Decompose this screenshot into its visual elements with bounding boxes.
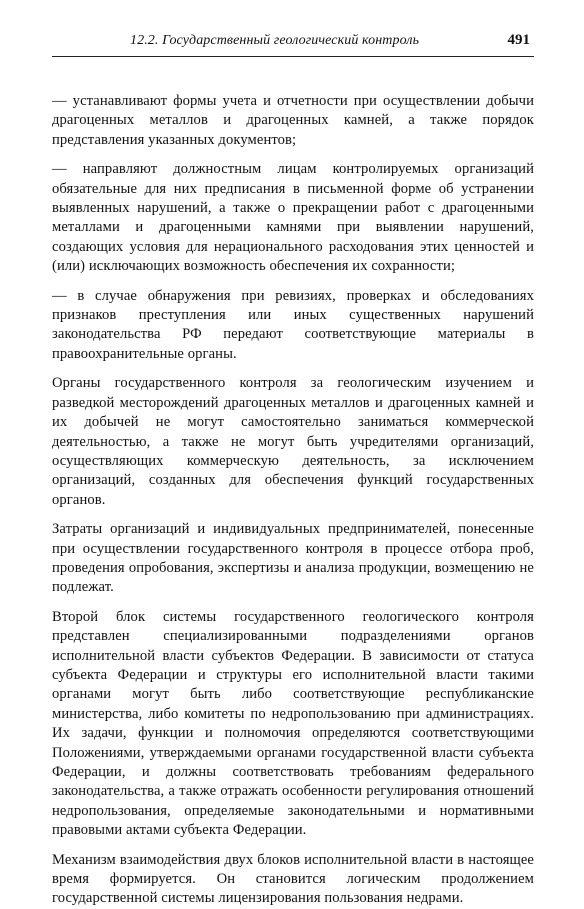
paragraph-4: Механизм взаимодействия двух блоков исполнительной власти в настоящее время формируется. Он становится логическим продолжением государственной системы лицензирования пользования недрами.	[52, 851, 534, 907]
page-number: 491	[507, 32, 530, 48]
running-head	[52, 30, 534, 57]
book-page	[52, 30, 534, 907]
paragraph-list-item-1: — устанавливают формы учета и отчетности при осуществлении добычи драгоценных металлов и драгоценных камней, а также порядок представления указанных документов;	[52, 93, 534, 148]
paragraph-2: Затраты организаций и индивидуальных предпринимателей, понесенные при осуществлении государственного контроля в процессе отбора проб, проведения опробования, экспертизы и анализа продукции, возмещению не подлежат.	[52, 521, 534, 596]
body-text	[52, 92, 534, 909]
paragraph-1: Органы государственного контроля за геологическим изучением и разведкой месторождений драгоценных металлов и драгоценных камней и их добычей не могут самостоятельно заниматься коммерческой деятельностью, а также не могут быть учредителями организаций, осуществляющих коммерческую деятельность, за исключением организаций, созданных для обеспечения функций государственных органов.	[52, 375, 534, 508]
paragraph-list-item-2: — направляют должностным лицам контролируемых организаций обязательные для них предписания в письменной форме об устранении выявленных нарушений, а также о прекращении работ с драгоценными металлами и драгоценными камнями при выявлении нарушений, создающих условия для нерационального расходования этих ценностей и (или) исключающих возможность обеспечения их сохранности;	[52, 161, 534, 275]
paragraph-list-item-3: — в случае обнаружения при ревизиях, проверках и обследованиях признаков преступления или иных существенных нарушений законодательства РФ передают соответствующие материалы в правоохранительные органы.	[52, 287, 534, 362]
paragraph-3: Второй блок системы государственного геологического контроля представлен специализированными подразделениями органов исполнительной власти субъектов Федерации. В зависимости от статуса субъекта Федерации и структуры его исполнительной власти такими органами могут быть либо соответствующие республиканские министерства, либо комитеты по недропользованию при администрациях. Их задачи, функции и полномочия определяются соответствующими Положениями, утверждаемыми органами государственной власти субъекта Федерации, и должны соответствовать требованиям федерального законодательства, а также отражать особенности регулирования отношений недропользования, определяемые законодательными и нормативными правовыми актами субъекта Федерации.	[52, 608, 534, 839]
running-title: 12.2. Государственный геологический контроль	[130, 33, 420, 48]
